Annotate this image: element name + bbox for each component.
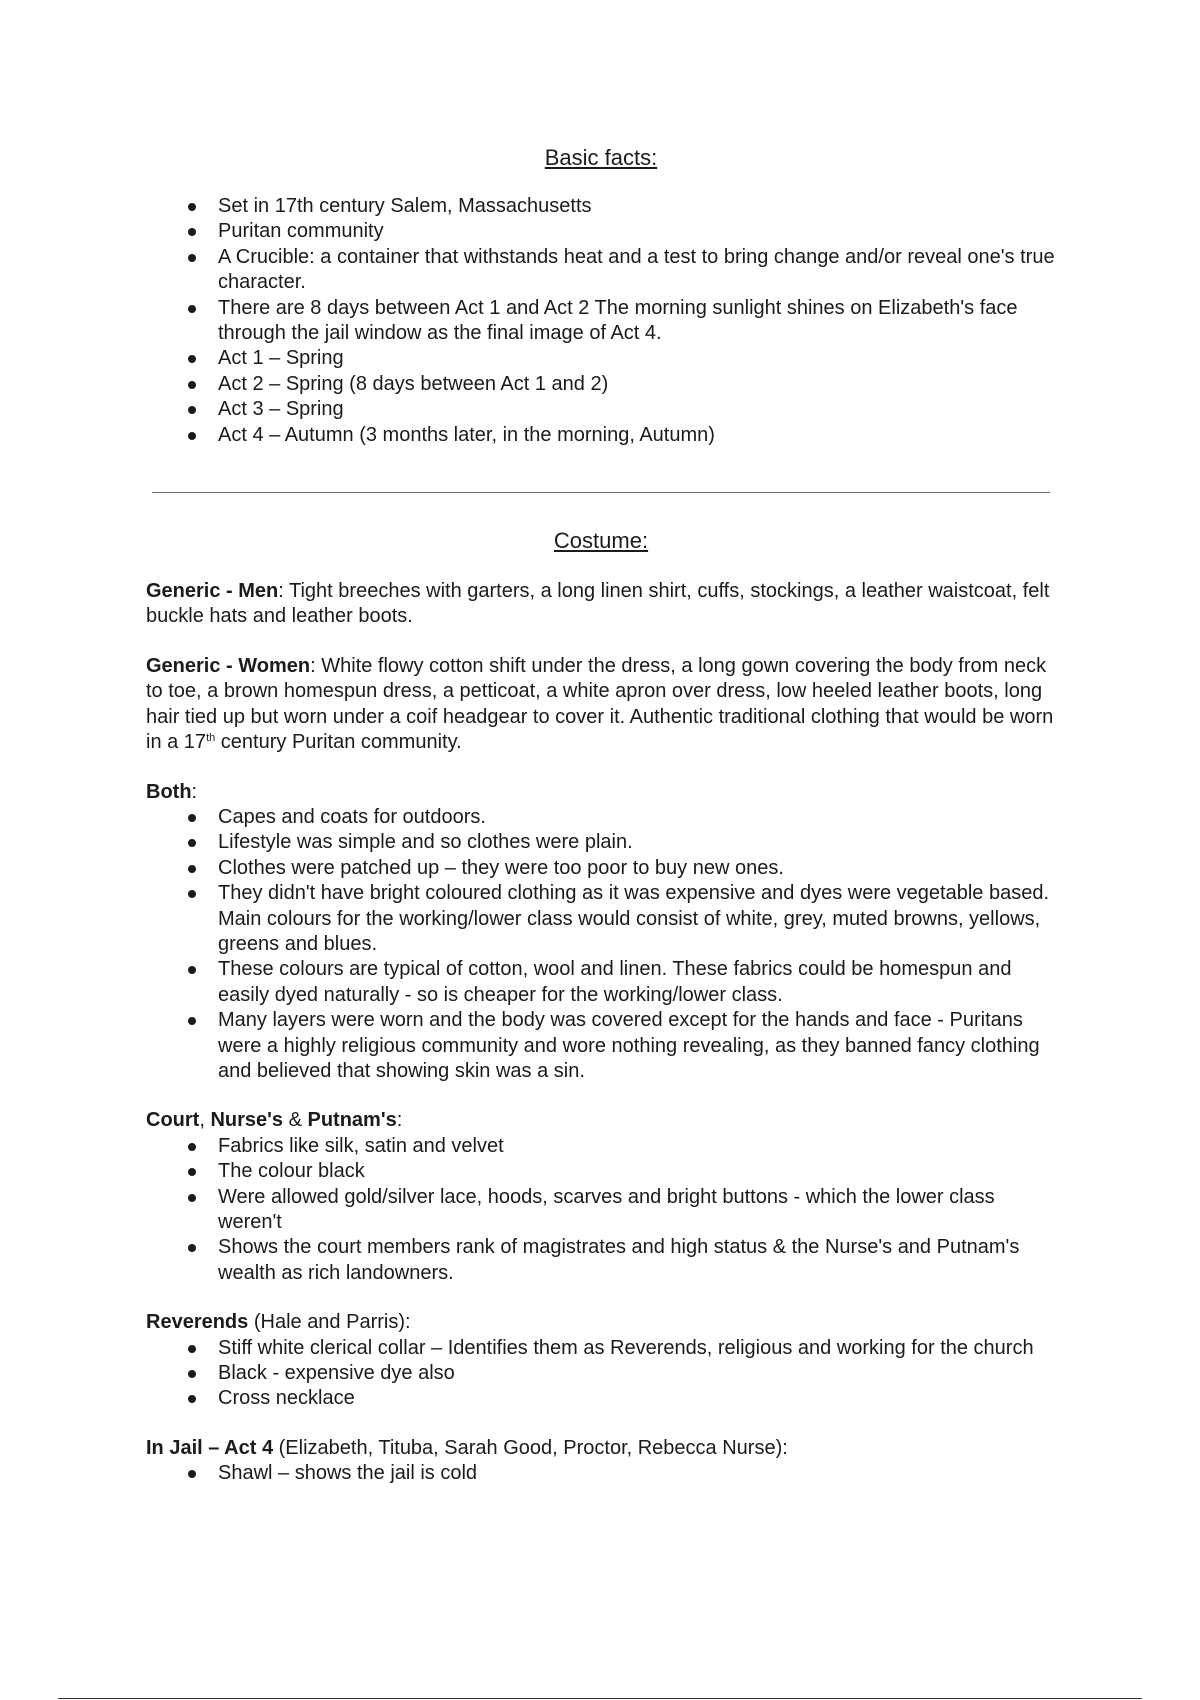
- nurses-label: Nurse's: [210, 1109, 284, 1132]
- basic-facts-list: [146, 194, 1056, 448]
- list-item: There are 8 days between Act 1 and Act 2 The morning sunlight shines on Elizabeth's face through the jail window as the final image of Act 4.: [146, 296, 1056, 347]
- list-item: Shows the court members rank of magistrates and high status & the Nurse's and Putnam's wealth as rich landowners.: [146, 1235, 1056, 1286]
- both-list: [146, 805, 1056, 1084]
- page-bottom-rule: [58, 1698, 1142, 1699]
- both-label: Both: [146, 780, 192, 803]
- superscript-th: th: [206, 732, 216, 745]
- list-item: Clothes were patched up – they were too poor to buy new ones.: [146, 856, 1056, 881]
- list-item: Were allowed gold/silver lace, hoods, scarves and bright buttons - which the lower class weren't: [146, 1185, 1056, 1236]
- both-section-label: [146, 780, 1056, 805]
- reverends-label-suffix: (Hale and Parris):: [248, 1311, 411, 1334]
- court-section-label: [146, 1108, 1056, 1133]
- basic-facts-heading: Basic facts:: [544, 145, 658, 170]
- costume-heading: Costume:: [553, 528, 649, 554]
- document-content: [146, 144, 1056, 1487]
- court-separator-amp: &: [283, 1109, 308, 1132]
- court-label-suffix: :: [396, 1109, 403, 1132]
- generic-women-label: Generic - Women: [146, 654, 311, 677]
- generic-women-paragraph: [146, 654, 1056, 756]
- list-item: Puritan community: [146, 219, 1056, 244]
- generic-men-text: : Tight breeches with garters, a long linen shirt, cuffs, stockings, a leather waistcoat, felt buckle hats and leather boots.: [146, 580, 1050, 628]
- list-item: A Crucible: a container that withstands heat and a test to bring change and/or reveal one's true character.: [146, 245, 1056, 296]
- jail-list: [146, 1461, 1056, 1486]
- list-item: Shawl – shows the jail is cold: [146, 1461, 1056, 1486]
- list-item: Act 2 – Spring (8 days between Act 1 and 2): [146, 372, 1056, 397]
- list-item: Stiff white clerical collar – Identifies them as Reverends, religious and working for the church: [146, 1336, 1056, 1361]
- putnams-label: Putnam's: [307, 1109, 397, 1132]
- list-item: The colour black: [146, 1159, 1056, 1184]
- list-item: Lifestyle was simple and so clothes were plain.: [146, 830, 1056, 855]
- list-item: Cross necklace: [146, 1386, 1056, 1411]
- list-item: They didn't have bright coloured clothing as it was expensive and dyes were vegetable based. Main colours for the working/lower class would consist of white, grey, muted browns, yellows, greens and blues.: [146, 881, 1056, 957]
- jail-label-suffix: (Elizabeth, Tituba, Sarah Good, Proctor, Rebecca Nurse):: [273, 1436, 788, 1459]
- generic-women-text: : White flowy cotton shift under the dress, a long gown covering the body from neck to toe, a brown homespun dress, a petticoat, a white apron over dress, low heeled leather boots, long hair tied up but worn under a coif headgear to cover it. Authentic traditional clothing that would be worn in a 17: [146, 654, 1054, 754]
- list-item: These colours are typical of cotton, wool and linen. These fabrics could be homespun and easily dyed naturally - so is cheaper for the working/lower class.: [146, 957, 1056, 1008]
- section-divider: [152, 492, 1050, 493]
- list-item: Act 1 – Spring: [146, 346, 1056, 371]
- court-label: Court: [146, 1109, 200, 1132]
- jail-label: In Jail – Act 4: [146, 1436, 274, 1459]
- court-separator: ,: [199, 1109, 211, 1132]
- list-item: Fabrics like silk, satin and velvet: [146, 1134, 1056, 1159]
- reverends-label: Reverends: [146, 1311, 249, 1334]
- reverends-list: [146, 1336, 1056, 1412]
- generic-men-paragraph: [146, 579, 1056, 630]
- list-item: Act 3 – Spring: [146, 397, 1056, 422]
- both-label-suffix: :: [191, 780, 198, 803]
- generic-women-text-end: century Puritan community.: [215, 731, 462, 754]
- generic-men-label: Generic - Men: [146, 580, 279, 603]
- reverends-section-label: [146, 1310, 1056, 1335]
- list-item: Many layers were worn and the body was covered except for the hands and face - Puritans were a highly religious community and wore nothing revealing, as they banned fancy clothing and believed that showing skin was a sin.: [146, 1008, 1056, 1084]
- jail-section-label: [146, 1436, 1056, 1461]
- list-item: Act 4 – Autumn (3 months later, in the morning, Autumn): [146, 423, 1056, 448]
- list-item: Capes and coats for outdoors.: [146, 805, 1056, 830]
- list-item: Set in 17th century Salem, Massachusetts: [146, 194, 1056, 219]
- list-item: Black - expensive dye also: [146, 1361, 1056, 1386]
- court-list: [146, 1134, 1056, 1286]
